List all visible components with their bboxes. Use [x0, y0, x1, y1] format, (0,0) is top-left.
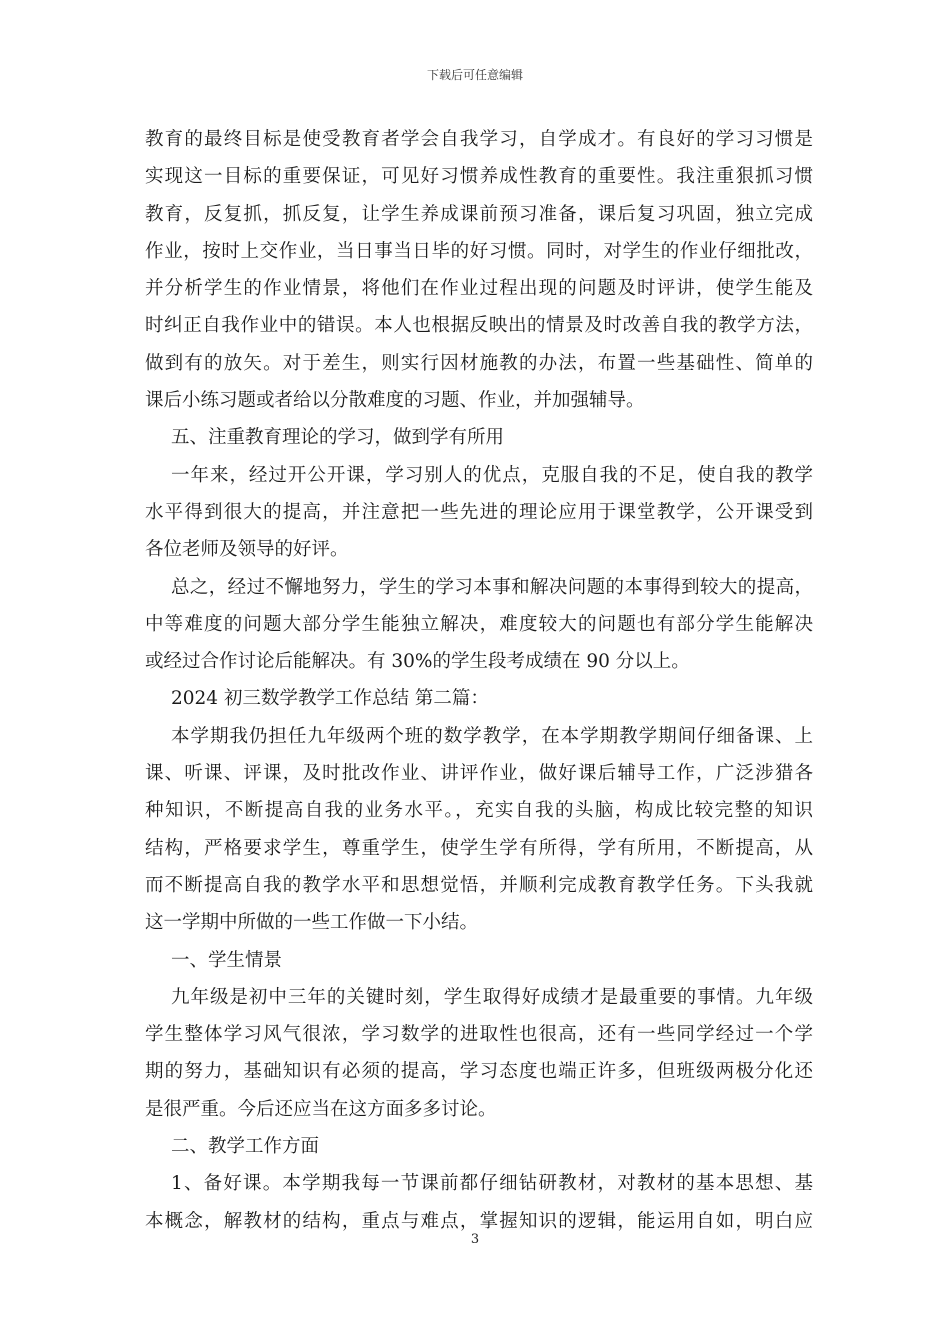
text-line: 本概念，解教材的结构，重点与难点，掌握知识的逻辑，能运用自如，明白应	[145, 1210, 813, 1232]
text-line: 是很严重。今后还应当在这方面多多讨论。	[145, 1098, 497, 1120]
text-line: 一年来，经过开公开课，学习别人的优点，克服自我的不足，使自我的教学	[171, 464, 813, 486]
text-line: 五、注重教育理论的学习，做到学有所用	[171, 427, 505, 449]
text-line: 课、听课、评课，及时批改作业、讲评作业，做好课后辅导工作，广泛涉猎各	[145, 763, 813, 785]
text-line: 一、学生情景	[171, 949, 283, 971]
text-line: 做到有的放矢。对于差生，则实行因材施教的办法，布置一些基础性、简单的	[145, 352, 813, 374]
text-line: 九年级是初中三年的关键时刻，学生取得好成绩才是最重要的事情。九年级	[171, 986, 813, 1008]
text-line: 时纠正自我作业中的错误。本人也根据反映出的情景及时改善自我的教学方法，	[145, 315, 813, 337]
text-line: 并分析学生的作业情景，将他们在作业过程出现的问题及时评讲，使学生能及	[145, 278, 813, 300]
text-line: 各位老师及领导的好评。	[145, 539, 349, 561]
text-line: 2024 初三数学教学工作总结 第二篇：	[171, 688, 489, 710]
text-line: 这一学期中所做的一些工作做一下小结。	[145, 912, 479, 934]
text-line: 作业，按时上交作业，当日事当日毕的好习惯。同时，对学生的作业仔细批改，	[145, 240, 813, 262]
text-line: 种知识，不断提高自我的业务水平。，充实自我的头脑，构成比较完整的知识	[145, 800, 813, 822]
text-line: 中等难度的问题大部分学生能独立解决，难度较大的问题也有部分学生能解决	[145, 613, 813, 635]
text-line: 学生整体学习风气很浓，学习数学的进取性也很高，还有一些同学经过一个学	[145, 1024, 813, 1046]
text-line: 1、备好课。本学期我每一节课前都仔细钻研教材，对教材的基本思想、基	[171, 1173, 813, 1195]
text-line: 课后小练习题或者给以分散难度的习题、作业，并加强辅导。	[145, 390, 645, 412]
text-line: 二、教学工作方面	[171, 1136, 320, 1158]
document-body	[145, 121, 813, 1240]
text-line: 期的努力，基础知识有必须的提高，学习态度也端正许多，但班级两极分化还	[145, 1061, 813, 1083]
text-line: 总之，经过不懈地努力，学生的学习本事和解决问题的本事得到较大的提高，	[171, 576, 813, 598]
text-line: 教育的最终目标是使受教育者学会自我学习，自学成才。有良好的学习习惯是	[145, 129, 813, 150]
text-line: 水平得到很大的提高，并注意把一些先进的理论应用于课堂教学，公开课受到	[145, 501, 813, 523]
page-number: 3	[470, 1232, 480, 1247]
text-line: 本学期我仍担任九年级两个班的数学教学，在本学期教学期间仔细备课、上	[171, 725, 813, 747]
text-line: 或经过合作讨论后能解决。有 30%的学生段考成绩在 90 分以上。	[145, 651, 690, 673]
text-line: 而不断提高自我的教学水平和思想觉悟，并顺利完成教育教学任务。下头我就	[145, 874, 813, 896]
page-header: 下载后可任意编辑	[426, 68, 523, 82]
text-line: 实现这一目标的重要保证，可见好习惯养成性教育的重要性。我注重狠抓习惯	[145, 166, 813, 188]
text-line: 教育，反复抓，抓反复，让学生养成课前预习准备，课后复习巩固，独立完成	[145, 203, 813, 225]
text-line: 结构，严格要求学生，尊重学生，使学生学有所得，学有所用，不断提高，从	[145, 837, 813, 859]
